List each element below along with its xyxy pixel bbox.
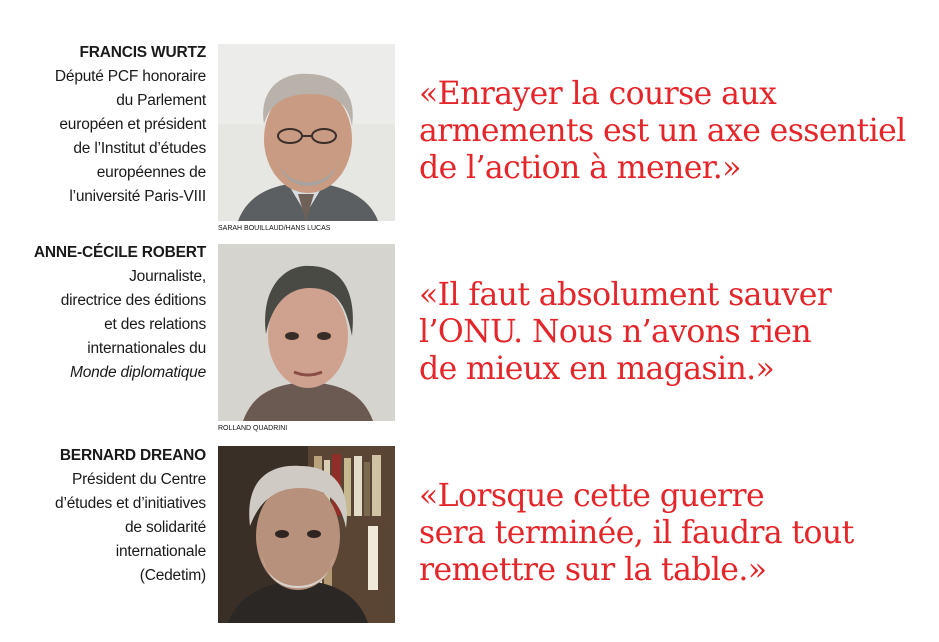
portrait-photo <box>218 446 395 623</box>
quote-line: de l’action à mener.» <box>419 150 741 186</box>
bio-line: d’études et d’initiatives <box>55 495 206 512</box>
bio-line: Député PCF honoraire <box>54 68 206 85</box>
person-name: FRANCIS WURTZ <box>79 44 206 61</box>
quote-line: armements est un axe essentiel <box>419 113 906 149</box>
portrait-photo <box>218 44 395 221</box>
portrait-illustration <box>218 446 395 623</box>
bio-block <box>55 444 206 588</box>
bio-line: internationales du <box>87 340 206 357</box>
bio-line: directrice des éditions <box>60 292 206 309</box>
bio-line: (Cedetim) <box>139 567 206 584</box>
bio-block <box>34 241 206 385</box>
quote-line: «Enrayer la course aux <box>419 76 777 112</box>
portrait-photo <box>218 244 395 421</box>
portrait-illustration <box>218 44 395 221</box>
bio-line: et des relations <box>104 316 206 333</box>
quote-line: de mieux en magasin.» <box>419 351 775 387</box>
portrait-illustration <box>218 244 395 421</box>
quote-line: «Lorsque cette guerre <box>419 478 764 514</box>
bio-line: du Parlement <box>116 92 206 109</box>
person-name: BERNARD DREANO <box>59 447 206 464</box>
photo-credit: SARAH BOUILLAUD/HANS LUCAS <box>218 225 331 232</box>
person-name: ANNE-CÉCILE ROBERT <box>33 244 206 261</box>
quote <box>419 478 854 589</box>
bio-line: de solidarité <box>125 519 206 536</box>
quote-line: remettre sur la table.» <box>419 552 767 588</box>
bio-line: européen et président <box>59 116 206 133</box>
quote-line: l’ONU. Nous n’avons rien <box>419 314 812 350</box>
bio-line: Président du Centre <box>71 471 206 488</box>
bio-line: de l’Institut d’études <box>73 140 206 157</box>
bio-line-publication: Monde diplomatique <box>70 364 206 381</box>
quote-line: «Il faut absolument sauver <box>419 277 832 313</box>
photo-credit: ROLLAND QUADRINI <box>218 425 288 432</box>
quote-line: sera terminée, il faudra tout <box>419 515 854 551</box>
bio-line: européennes de <box>96 164 206 181</box>
bio-line: internationale <box>115 543 206 560</box>
bio-block <box>55 41 206 209</box>
bio-line: Journaliste, <box>129 268 206 285</box>
bio-line: l’université Paris-VIII <box>69 188 206 205</box>
quote <box>419 277 831 388</box>
quote <box>419 76 906 187</box>
